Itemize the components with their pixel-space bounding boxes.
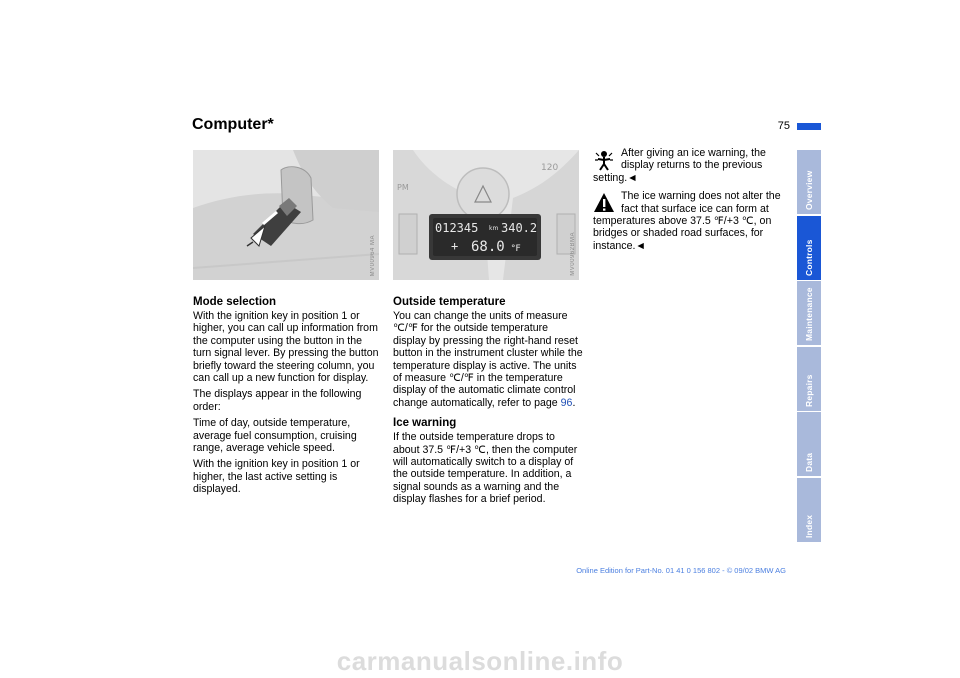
tab-overview[interactable] <box>797 150 821 214</box>
outside-temperature-section <box>393 296 583 510</box>
photo-id: MV00964 MA <box>370 234 376 276</box>
paragraph: With the ignition key in position 1 or higher, the last active setting is displayed. <box>193 458 360 496</box>
tab-label: Repairs <box>804 373 814 407</box>
svg-text:PM: PM <box>397 183 409 192</box>
odometer-readout: 012345 <box>435 221 479 235</box>
mode-selection-section <box>193 296 383 500</box>
paragraph: The displays appear in the following order: <box>193 388 362 413</box>
page-link[interactable]: 96 <box>560 396 573 409</box>
note-text: After giving an ice warning, the display returns to the previous setting.◄ <box>593 147 766 184</box>
paragraph: With the ignition key in position 1 or higher, you can call up information from the computer using the button in the turn signal lever. By pressing the button briefly toward the steering column, you can call up a new function for display. <box>193 310 379 385</box>
section-heading: Mode selection <box>193 296 277 308</box>
paragraph: Time of day, outside temperature, average fuel consumption, cruising range, average vehicle speed. <box>193 417 357 455</box>
notes-section <box>593 147 785 258</box>
tab-label: Data <box>804 452 814 472</box>
range-unit: km <box>489 225 499 232</box>
temperature-unit: °F <box>511 244 521 254</box>
info-figure-icon <box>593 149 615 171</box>
note-text: The ice warning does not alter the fact that surface ice can form at temperatures above 37.5 ℉/+3 ℃, on bridges or shaded road surfaces, for instance.◄ <box>593 190 781 252</box>
svg-text:120: 120 <box>541 163 559 173</box>
instrument-cluster-display-photo <box>393 150 579 280</box>
paragraph-end: . <box>572 396 576 409</box>
paragraph: If the outside temperature drops to about 37.5 ℉/+3 ℃, then the computer will automatically switch to a display of the outside temperature. In addition, a signal sounds as a warning and the display flashes for a brief period. <box>393 431 578 506</box>
page-title: Computer* <box>192 116 274 133</box>
tab-index[interactable] <box>797 478 821 542</box>
turn-signal-lever-photo <box>193 150 379 280</box>
info-note <box>593 147 785 184</box>
tab-controls[interactable] <box>797 216 821 280</box>
site-watermark: carmanualsonline.info <box>336 646 624 676</box>
tab-data[interactable] <box>797 412 821 476</box>
warning-triangle-icon <box>593 192 615 214</box>
tab-label: Maintenance <box>804 287 814 341</box>
paragraph <box>393 310 583 409</box>
tab-label: Overview <box>804 170 814 210</box>
footer-copyright: Online Edition for Part-No. 01 41 0 156 802 - © 09/02 BMW AG <box>576 566 786 575</box>
section-heading: Ice warning <box>393 417 457 430</box>
section-heading: Outside temperature <box>393 296 506 308</box>
page-number: 75 <box>777 120 790 132</box>
tab-label: Controls <box>804 238 814 276</box>
tab-label: Index <box>804 514 814 538</box>
tab-maintenance[interactable] <box>797 281 821 345</box>
tab-repairs[interactable] <box>797 347 821 411</box>
warning-note <box>593 190 785 252</box>
photo-id: MV00962BMA <box>570 232 576 276</box>
range-readout: 340.2 <box>501 221 538 235</box>
instrument-cluster-illustration <box>393 150 579 280</box>
temperature-readout: 68.0 <box>471 239 505 255</box>
section-tabs <box>797 150 821 543</box>
temperature-sign: + <box>451 239 459 253</box>
turn-signal-lever-illustration <box>193 150 379 280</box>
paragraph-text: You can change the units of measure ℃/℉ for the outside temperature display by pressing the right-hand reset button in the instrument cluster while the temperature display is active. The units of measure ℃/℉ in the temperature display of the automatic climate control change automatically, refer to page <box>393 310 583 409</box>
page-tab-marker <box>797 123 821 130</box>
